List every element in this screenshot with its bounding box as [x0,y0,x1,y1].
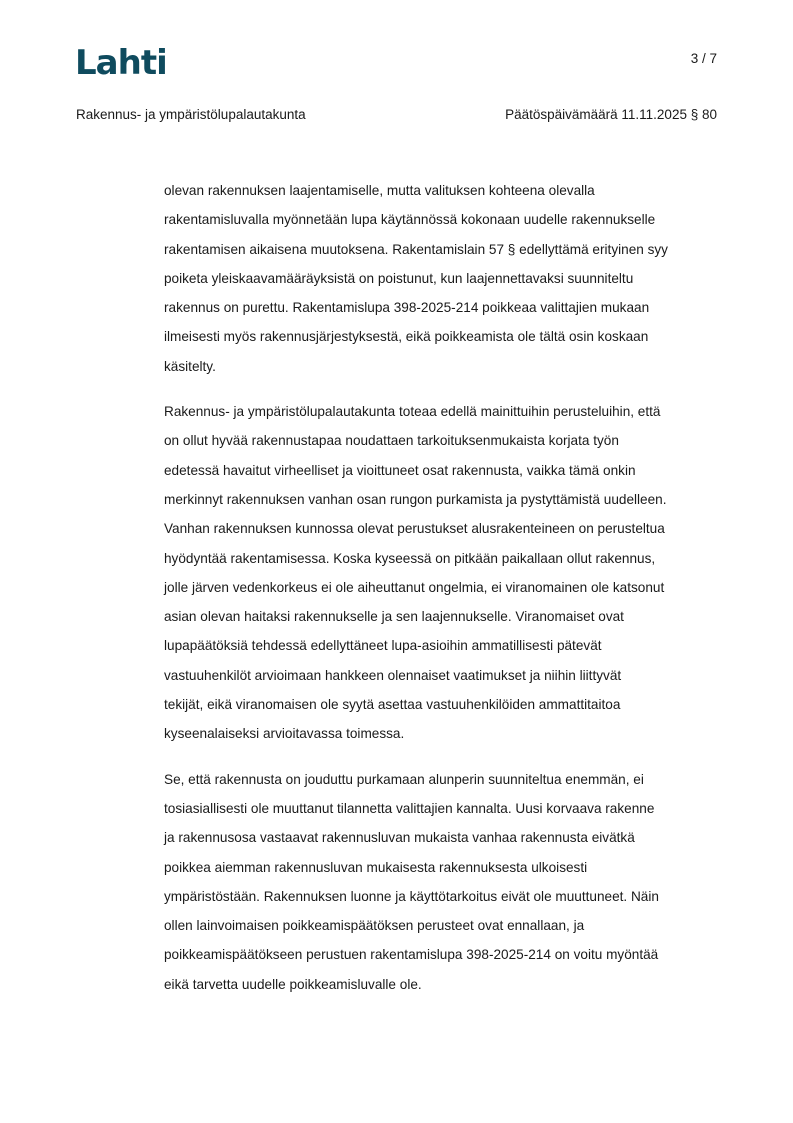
text-line: ympäristöstään. Rakennuksen luonne ja käyttötarkoitus eivät ole muuttuneet. Näin [164,888,659,904]
text-line: Rakennus- ja ympäristölupalautakunta toteaa edellä mainittuihin perusteluihin, että [164,404,661,420]
text-line: on ollut hyvää rakennustapaa noudattaen tarkoituksenmukaista korjata työn [164,433,619,449]
text-line: poikkeamispäätökseen perustuen rakentamislupa 398-2025-214 on voitu myöntää [164,947,659,963]
text-line: rakentamisen aikaisena muutoksena. Rakentamislain 57 § edellyttämä erityinen syy [164,241,668,257]
text-line: hyödyntää rakentamisessa. Koska kyseessä on pitkään paikallaan ollut rakennus, [164,550,656,566]
text-line: eikä tarvetta uudelle poikkeamisluvalle ole. [164,976,422,992]
text-line: Vanhan rakennuksen kunnossa olevat perustukset alusrakenteineen on perusteltua [164,521,665,537]
text-line: rakentamisluvalla myönnetään lupa käytännössä kokonaan uudelle rakennukselle [164,212,656,228]
text-line: lupapäätöksiä tehdessä edellyttäneet lupa-asioihin ammatillisesti pätevät [164,638,602,654]
text-line: ja rakennusosa vastaavat rakennusluvan mukaista vanhaa rakennusta eivätkä [164,830,635,846]
text-line: Se, että rakennusta on jouduttu purkamaan alunperin suunniteltua enemmän, ei [164,771,644,787]
text-line: edetessä havaitut virheelliset ja vioittuneet osat rakennusta, vaikka tämä onkin [164,462,636,478]
text-line: olevan rakennuksen laajentamiselle, mutta valituksen kohteena olevalla [164,183,595,198]
document-body [164,176,724,1015]
paragraph-2 [164,397,724,749]
text-line: käsitelty. [164,358,216,374]
text-line: kyseenalaiseksi arvioitavassa toimessa. [164,726,405,742]
lahti-logo: Lahti [75,43,167,83]
text-line: rakennus on purettu. Rakentamislupa 398-2025-214 poikkeaa valittajien mukaan [164,300,650,316]
committee-name: Rakennus- ja ympäristölupalautakunta [76,107,306,122]
text-line: ollen lainvoimaisen poikkeamispäätöksen perusteet ovat ennallaan, ja [164,918,585,934]
text-line: jolle järven vedenkorkeus ei ole aiheuttanut ongelmia, ei viranomainen ole katsonut [164,579,665,595]
text-line: tekijät, eikä viranomaisen ole syytä asettaa vastuuhenkilöiden ammattitaitoa [164,697,621,713]
text-line: asian olevan haitaksi rakennukselle ja sen laajennukselle. Viranomaiset ovat [164,609,624,625]
text-line: poiketa yleiskaavamääräyksistä on poistunut, kun laajennettavaksi suunniteltu [164,270,634,286]
text-line: merkinnyt rakennuksen vanhan osan rungon purkamista ja pystyttämistä uudelleen. [164,491,667,507]
text-line: poikkea aiemman rakennusluvan mukaisesta rakennuksesta ulkoisesti [164,859,588,875]
text-line: vastuuhenkilöt arvioimaan hankkeen olennaiset vaatimukset ja niihin liittyvät [164,667,622,683]
text-line: ilmeisesti myös rakennusjärjestyksestä, eikä poikkeamista ole tältä osin koskaan [164,329,649,345]
paragraph-3 [164,765,724,999]
text-line: tosiasiallisesti ole muuttanut tilannetta valittajien kannalta. Uusi korvaava rakenne [164,800,655,816]
decision-date: Päätöspäivämäärä 11.11.2025 § 80 [505,107,717,122]
paragraph-1 [164,176,724,381]
page-number: 3 / 7 [690,51,717,66]
